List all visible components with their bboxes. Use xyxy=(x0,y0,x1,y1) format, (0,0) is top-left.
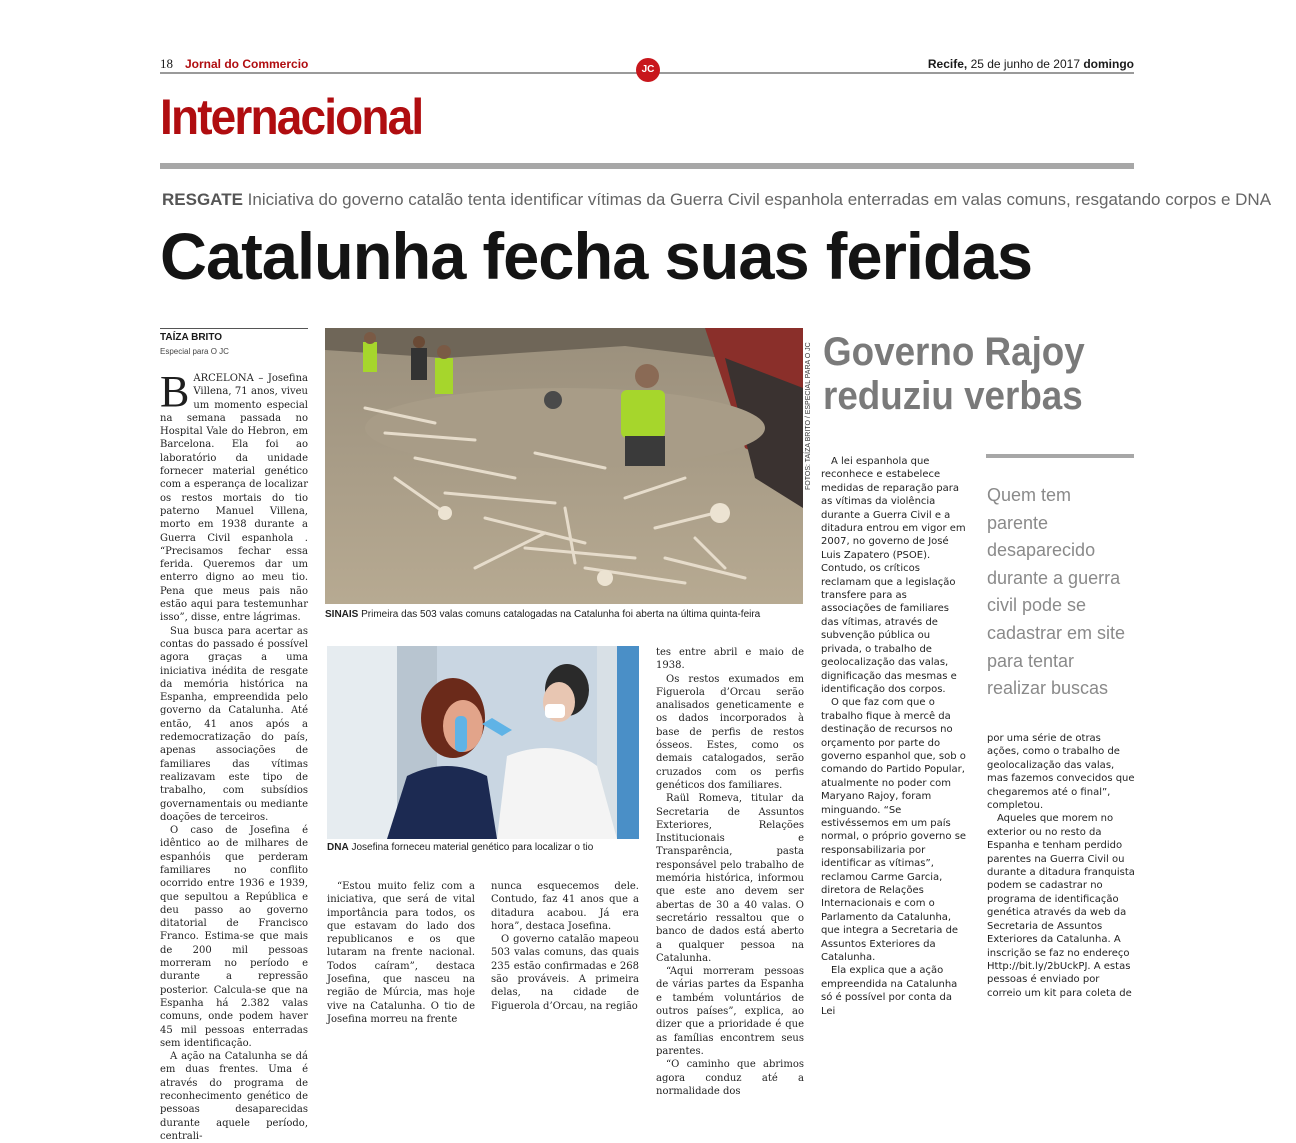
kicker-tag: RESGATE xyxy=(162,190,243,209)
paragraph: A lei espanhola que reconhece e estabelece medidas de reparação para as vítimas da violência durante a Guerra Civil e a ditadura entrou em vigor em 2007, no governo de José Luis Zapatero (PSOE). Contudo, os críticos reclamam que a legislação transfere para as associações de familiares das vítimas, através de subvenção pública ou privada, o trabalho de geolocalização das valas, dignificação das mesmas e identificação dos corpos. xyxy=(821,456,966,695)
paragraph: Sua busca para acertar as contas do passado é possível agora graças a uma iniciativa inédita de resgate da memória histórica na Espanha, empreendida pelo governo da Catalunha. Até então, 41 anos após a redemocratização do país, apenas associações de familiares das vítimas realizavam este tipo de trabalho, com subsídios governamentais ou mediante doações de terceiros. xyxy=(160,625,308,823)
paragraph: “Estou muito feliz com a iniciativa, que será de vital importância para todos, os que estavam do lado dos republicanos e os que lutaram na frente nacional. Todos caíram”, destaca Josefina, que nasceu na região de Múrcia, mas hoje vive na Catalunha. O tio de Josefina morreu na frente xyxy=(327,881,475,1025)
paragraph: Ela explica que a ação empreendida na Catalunha só é possível por conta da Lei xyxy=(821,965,958,1017)
caption-tag: DNA xyxy=(327,842,349,853)
paragraph: O governo catalão mapeou 503 valas comuns, das quais 235 estão confirmadas e 268 são prováveis. A primeira delas, na cidade de Figuerola d’Orcau, na região xyxy=(491,934,639,1012)
paragraph: “Aqui morreram pessoas de várias partes da Espanha e também voluntários de outros países”, explica, ao dizer que a prioridade é que as famílias encontrem seus parentes. xyxy=(656,966,804,1057)
photo-caption-1 xyxy=(325,609,760,620)
excavation-image xyxy=(325,328,803,604)
section-title: Internacional xyxy=(160,89,423,145)
caption-text: Primeira das 503 valas comuns catalogadas na Catalunha foi aberta na última quinta-feira xyxy=(361,609,761,620)
section-rule xyxy=(160,163,1134,169)
sidebar-column-1 xyxy=(821,455,969,1017)
sidebar-title xyxy=(823,330,1085,418)
kicker xyxy=(162,190,1272,210)
sidebar-title-line: Governo Rajoy xyxy=(823,330,1085,374)
byline-role: Especial para O JC xyxy=(160,347,229,356)
caption-text: Josefina forneceu material genético para localizar o tio xyxy=(351,842,594,853)
paragraph: Aqueles que morem no exterior ou no resto da Espanha e tenham perdido parentes na Guerra Civil ou durante a ditadura franquista podem se cadastrar no programa de identificação genética através da web da Secretaria de Assuntos Exteriores da Catalunha. A inscrição se faz no endereço Http://bit.ly/2bUckPJ. A estas pessoas é enviado por correio um kit para coleta de xyxy=(987,813,1135,999)
publication-name: Jornal do Commercio xyxy=(185,57,309,71)
byline-name: TAÍZA BRITO xyxy=(160,332,223,343)
photo-caption-2 xyxy=(327,842,593,853)
paragraph: tes entre abril e maio de 1938. xyxy=(656,647,804,672)
dna-photo xyxy=(327,646,639,839)
paragraph: Raül Romeva, titular da Secretaria de Assuntos Exteriores, Relações Institucionais e Transparência, pasta responsável pelo trabalho de memória histórica, informou que este ano devem ser abertas de 30 a 40 valas. O secretário ressaltou que o banco de dados está aberto a qualquer pessoa na Catalunha. xyxy=(656,793,804,964)
paragraph: Os restos exumados em Figuerola d’Orcau serão analisados geneticamente e os dados incorporados à base de perfis de restos ósseos. Estes, como os demais catalogados, serão cruzados com os perfis genéticos dos familiares. xyxy=(656,673,804,791)
paragraph: A ação na Catalunha se dá em duas frentes. Uma é através do programa de reconhecimento genético de pessoas desaparecidas durante aquele período, centrali- xyxy=(160,1051,308,1142)
article-column-1 xyxy=(160,367,308,1142)
headline: Catalunha fecha suas feridas xyxy=(160,219,1033,293)
date-text: 25 de junho de 2017 xyxy=(970,57,1080,71)
paragraph: “O caminho que abrimos agora conduz até a normalidade dos xyxy=(656,1059,804,1097)
paragraph-text: ARCELONA – Josefina Villena, 71 anos, viveu um momento especial na semana passada no Hospital Vale do Hebron, em Barcelona. Ela foi ao laboratório da unidade fornecer material genético com a esperança de localizar os restos mortais do tio paterno Manuel Villena, morto em 1938 durante a Guerra Civil espanhola . “Precisamos fechar essa ferida. Queremos dar um enterro digno ao meu tio. Pena que meus pais não estão aqui para testemunhar isso”, disse, entre lágrimas. xyxy=(160,373,308,624)
byline-rule xyxy=(160,328,308,329)
page-number: 18 xyxy=(160,56,173,71)
edition-date xyxy=(928,57,1134,71)
paragraph: nunca esquecemos dele. Contudo, faz 41 anos que a ditadura acabou. Já era hora”, destaca Josefina. xyxy=(491,881,639,932)
pullquote: Quem tem parente desaparecido durante a guerra civil pode se cadastrar em site para tentar realizar buscas xyxy=(987,485,1126,699)
paragraph: por uma série de otras ações, como o trabalho de geolocalização das valas, mas fazemos convecidos que chegaremos até o final”, completou. xyxy=(987,733,1135,812)
excavation-photo xyxy=(325,328,803,604)
article-column-2 xyxy=(327,880,475,1025)
kicker-text: Iniciativa do governo catalão tenta identificar vítimas da Guerra Civil espanhola enterradas em valas comuns, resgatando corpos e DNA xyxy=(247,190,1272,209)
date-weekday: domingo xyxy=(1083,57,1134,71)
jc-logo: JC xyxy=(636,58,660,82)
date-city: Recife, xyxy=(927,57,968,71)
drop-cap: B xyxy=(160,367,190,416)
article-column-4 xyxy=(656,646,804,1097)
article-column-3 xyxy=(491,880,639,1012)
pullquote-rule xyxy=(986,454,1134,458)
photo-credit: FOTOS: TAÍZA BRITO / ESPECIAL PARA O JC xyxy=(805,342,812,490)
caption-tag: SINAIS xyxy=(325,609,359,620)
sidebar-title-line: reduziu verbas xyxy=(823,374,1083,418)
paragraph xyxy=(160,367,308,625)
paragraph: O caso de Josefina é idêntico ao de milhares de espanhóis que perderam familiares no conflito ocorrido entre 1936 e 1939, que sepultou a República e deu passo ao governo ditatorial de Francisco Franco. Estima-se que mais de 200 mil pessoas morreram no período e durante a repressão posterior. Calcula-se que na Espanha há 2.382 valas comuns, onde podem haver 45 mil pessoas enterradas sem identificação. xyxy=(160,825,308,1049)
dna-image xyxy=(327,646,639,839)
paragraph: O que faz com que o trabalho fique à mercê da destinação de recursos no orçamento por parte do governo espanhol que, sob o comando do Partido Popular, atualmente no poder com Maryano Rajoy, foram minguando. “Se estivéssemos em um país normal, o próprio governo se responsabilizaria por identificar as vítimas”, reclamou Carme Garcia, diretora de Relações Internacionais e com o Parlamento da Catalunha, que integra a Secretaria de Assuntos Exteriores da Catalunha. xyxy=(821,697,967,964)
sidebar-column-2 xyxy=(987,732,1135,1000)
